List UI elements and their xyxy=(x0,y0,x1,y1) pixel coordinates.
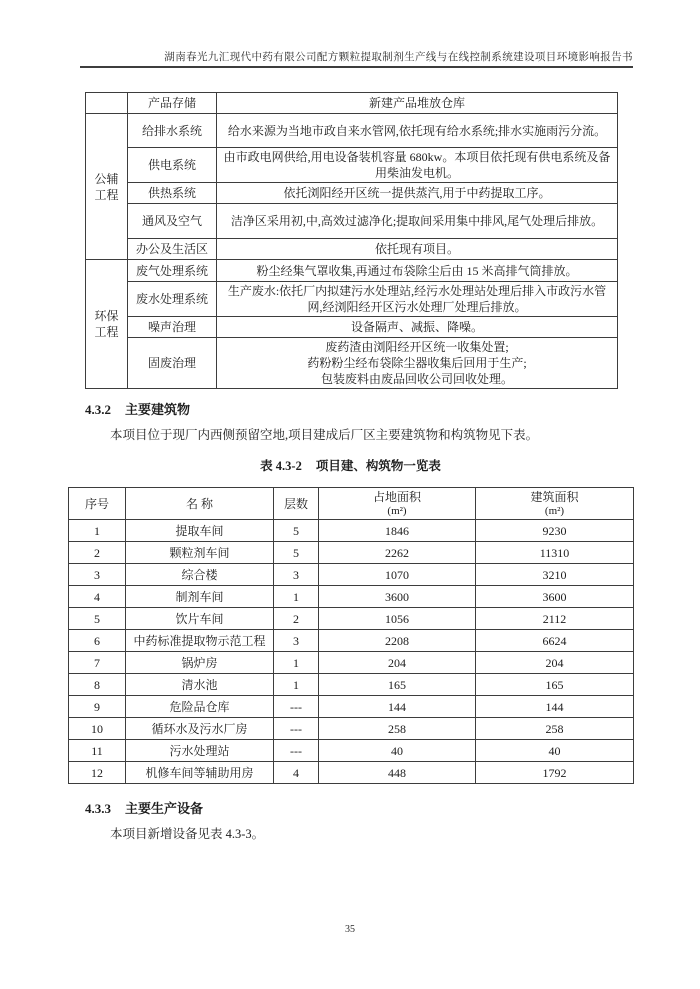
t2-header-built xyxy=(476,488,634,520)
table-row xyxy=(69,740,634,762)
t2-name-cell: 综合楼 xyxy=(126,564,274,586)
t1-system-cell: 供热系统 xyxy=(128,183,217,204)
t2-header-land-label: 占地面积 xyxy=(372,489,421,504)
t2-built-cell: 3210 xyxy=(476,564,634,586)
t1-desc-line: 废药渣由浏阳经开区统一收集处置; xyxy=(325,340,509,354)
table-row xyxy=(86,114,618,148)
t2-floors-cell: 1 xyxy=(274,674,319,696)
page-header-rule xyxy=(80,66,633,68)
table2-caption xyxy=(68,456,633,474)
t2-built-cell: 144 xyxy=(476,696,634,718)
t2-name-cell: 危险品仓库 xyxy=(126,696,274,718)
t1-system-cell: 供电系统 xyxy=(128,148,217,183)
t1-system-cell: 办公及生活区 xyxy=(128,239,217,260)
t1-system-cell: 给排水系统 xyxy=(128,114,217,148)
t2-floors-cell: 2 xyxy=(274,608,319,630)
t2-built-cell: 165 xyxy=(476,674,634,696)
t1-system-cell: 通风及空气 xyxy=(128,204,217,239)
t1-desc-cell: 设备隔声、减振、降噪。 xyxy=(217,317,618,338)
t2-land-cell: 2208 xyxy=(319,630,476,652)
t2-no-cell: 6 xyxy=(69,630,126,652)
table2-caption-number: 表 4.3-2 xyxy=(260,459,302,473)
t2-floors-cell: --- xyxy=(274,718,319,740)
page-number: 35 xyxy=(345,924,355,935)
t1-desc-cell: 粉尘经集气罩收集,再通过布袋除尘后由 15 米高排气筒排放。 xyxy=(217,260,618,282)
t2-name-cell: 锅炉房 xyxy=(126,652,274,674)
t2-header-name: 名 称 xyxy=(126,488,274,520)
section-title: 主要生产设备 xyxy=(125,801,204,816)
t1-desc-cell xyxy=(217,338,618,389)
t1-desc-cell: 给水来源为当地市政自来水管网,依托现有给水系统;排水实施雨污分流。 xyxy=(217,114,618,148)
t2-floors-cell: 3 xyxy=(274,630,319,652)
t2-floors-cell: 4 xyxy=(274,762,319,784)
table-row xyxy=(86,204,618,239)
t2-built-cell: 1792 xyxy=(476,762,634,784)
t2-built-cell: 2112 xyxy=(476,608,634,630)
t1-desc-cell: 生产废水:依托厂内拟建污水处理站,经污水处理站处理后排入市政污水管网,经浏阳经开区污水处理厂处理后排放。 xyxy=(217,282,618,317)
t1-desc-cell: 由市政电网供给,用电设备装机容量 680kw。本项目依托现有供电系统及备用柴油发电机。 xyxy=(217,148,618,183)
utility-env-table xyxy=(85,92,618,389)
section-number: 4.3.3 xyxy=(85,801,111,816)
t2-land-cell: 144 xyxy=(319,696,476,718)
t2-name-cell: 饮片车间 xyxy=(126,608,274,630)
table-row xyxy=(69,630,634,652)
table-row xyxy=(69,674,634,696)
section-heading-433 xyxy=(85,798,203,817)
t2-name-cell: 制剂车间 xyxy=(126,586,274,608)
t1-desc-cell: 洁净区采用初,中,高效过滤净化;提取间采用集中排风,尾气处理后排放。 xyxy=(217,204,618,239)
t2-no-cell: 10 xyxy=(69,718,126,740)
t2-built-cell: 6624 xyxy=(476,630,634,652)
t2-header-built-label: 建筑面积 xyxy=(530,489,579,504)
t2-no-cell: 7 xyxy=(69,652,126,674)
t2-name-cell: 中药标准提取物示范工程 xyxy=(126,630,274,652)
t2-built-cell: 40 xyxy=(476,740,634,762)
t1-desc-cell: 新建产品堆放仓库 xyxy=(217,93,618,114)
t2-no-cell: 1 xyxy=(69,520,126,542)
section-paragraph-432: 本项目位于现厂内西侧预留空地,项目建成后厂区主要建筑物和构筑物见下表。 xyxy=(110,428,539,442)
t2-header-built-unit: (m²) xyxy=(544,504,565,517)
page-header-title: 湖南春光九汇现代中药有限公司配方颗粒提取制剂生产线与在线控制系统建设项目环境影响报告书 xyxy=(164,52,633,63)
t1-category-cell-utility: 公辅工程 xyxy=(86,114,128,260)
t2-name-cell: 机修车间等辅助用房 xyxy=(126,762,274,784)
t2-no-cell: 3 xyxy=(69,564,126,586)
t2-land-cell: 3600 xyxy=(319,586,476,608)
table-header-row xyxy=(69,488,634,520)
table-row xyxy=(86,260,618,282)
t1-system-cell: 废水处理系统 xyxy=(128,282,217,317)
t2-name-cell: 循环水及污水厂房 xyxy=(126,718,274,740)
table-row xyxy=(86,148,618,183)
t2-no-cell: 11 xyxy=(69,740,126,762)
t2-header-land-unit: (m²) xyxy=(387,504,407,517)
section-number: 4.3.2 xyxy=(85,402,111,417)
t2-header-floors: 层数 xyxy=(274,488,319,520)
section-paragraph-433: 本项目新增设备见表 4.3-3。 xyxy=(110,827,265,841)
t2-name-cell: 清水池 xyxy=(126,674,274,696)
t2-land-cell: 40 xyxy=(319,740,476,762)
t1-category-cell-envprotect: 环保工程 xyxy=(86,260,128,389)
t1-desc-line: 包装废料由废品回收公司回收处理。 xyxy=(320,372,513,386)
t2-no-cell: 5 xyxy=(69,608,126,630)
t2-land-cell: 204 xyxy=(319,652,476,674)
t2-built-cell: 258 xyxy=(476,718,634,740)
table-row xyxy=(86,183,618,204)
t1-system-cell: 固废治理 xyxy=(128,338,217,389)
t2-no-cell: 8 xyxy=(69,674,126,696)
t2-floors-cell: 1 xyxy=(274,652,319,674)
t1-system-cell: 产品存储 xyxy=(128,93,217,114)
t1-category-cell-empty xyxy=(86,93,128,114)
table-row xyxy=(69,608,634,630)
t2-floors-cell: --- xyxy=(274,740,319,762)
t2-land-cell: 1846 xyxy=(319,520,476,542)
t2-no-cell: 4 xyxy=(69,586,126,608)
table-row xyxy=(69,564,634,586)
table-row xyxy=(69,762,634,784)
t2-no-cell: 12 xyxy=(69,762,126,784)
t2-built-cell: 11310 xyxy=(476,542,634,564)
table-row xyxy=(86,282,618,317)
table-row xyxy=(69,586,634,608)
table-row xyxy=(69,652,634,674)
t2-name-cell: 提取车间 xyxy=(126,520,274,542)
t1-desc-line: 药粉粉尘经布袋除尘器收集后回用于生产; xyxy=(307,356,527,370)
t2-floors-cell: 1 xyxy=(274,586,319,608)
t2-floors-cell: 3 xyxy=(274,564,319,586)
t2-no-cell: 2 xyxy=(69,542,126,564)
t1-desc-cell: 依托浏阳经开区统一提供蒸汽,用于中药提取工序。 xyxy=(217,183,618,204)
t2-land-cell: 165 xyxy=(319,674,476,696)
t2-land-cell: 258 xyxy=(319,718,476,740)
table2-caption-title: 项目建、构筑物一览表 xyxy=(315,459,441,473)
table-row xyxy=(86,93,618,114)
section-heading-432 xyxy=(85,399,190,418)
t2-built-cell: 3600 xyxy=(476,586,634,608)
t1-system-cell: 噪声治理 xyxy=(128,317,217,338)
t2-land-cell: 1056 xyxy=(319,608,476,630)
t2-land-cell: 2262 xyxy=(319,542,476,564)
t2-name-cell: 颗粒剂车间 xyxy=(126,542,274,564)
table-row xyxy=(86,317,618,338)
t2-no-cell: 9 xyxy=(69,696,126,718)
t2-built-cell: 9230 xyxy=(476,520,634,542)
table-row xyxy=(69,718,634,740)
t2-land-cell: 448 xyxy=(319,762,476,784)
t2-floors-cell: --- xyxy=(274,696,319,718)
t1-system-cell: 废气处理系统 xyxy=(128,260,217,282)
table-row xyxy=(69,696,634,718)
table-row xyxy=(86,338,618,389)
t2-land-cell: 1070 xyxy=(319,564,476,586)
t2-header-land xyxy=(319,488,476,520)
t2-floors-cell: 5 xyxy=(274,542,319,564)
t1-desc-cell: 依托现有项目。 xyxy=(217,239,618,260)
table-row xyxy=(86,239,618,260)
buildings-table xyxy=(68,487,634,784)
section-title: 主要建筑物 xyxy=(125,402,191,417)
t2-floors-cell: 5 xyxy=(274,520,319,542)
table-row xyxy=(69,520,634,542)
t2-header-no: 序号 xyxy=(69,488,126,520)
t2-name-cell: 污水处理站 xyxy=(126,740,274,762)
table-row xyxy=(69,542,634,564)
t2-built-cell: 204 xyxy=(476,652,634,674)
